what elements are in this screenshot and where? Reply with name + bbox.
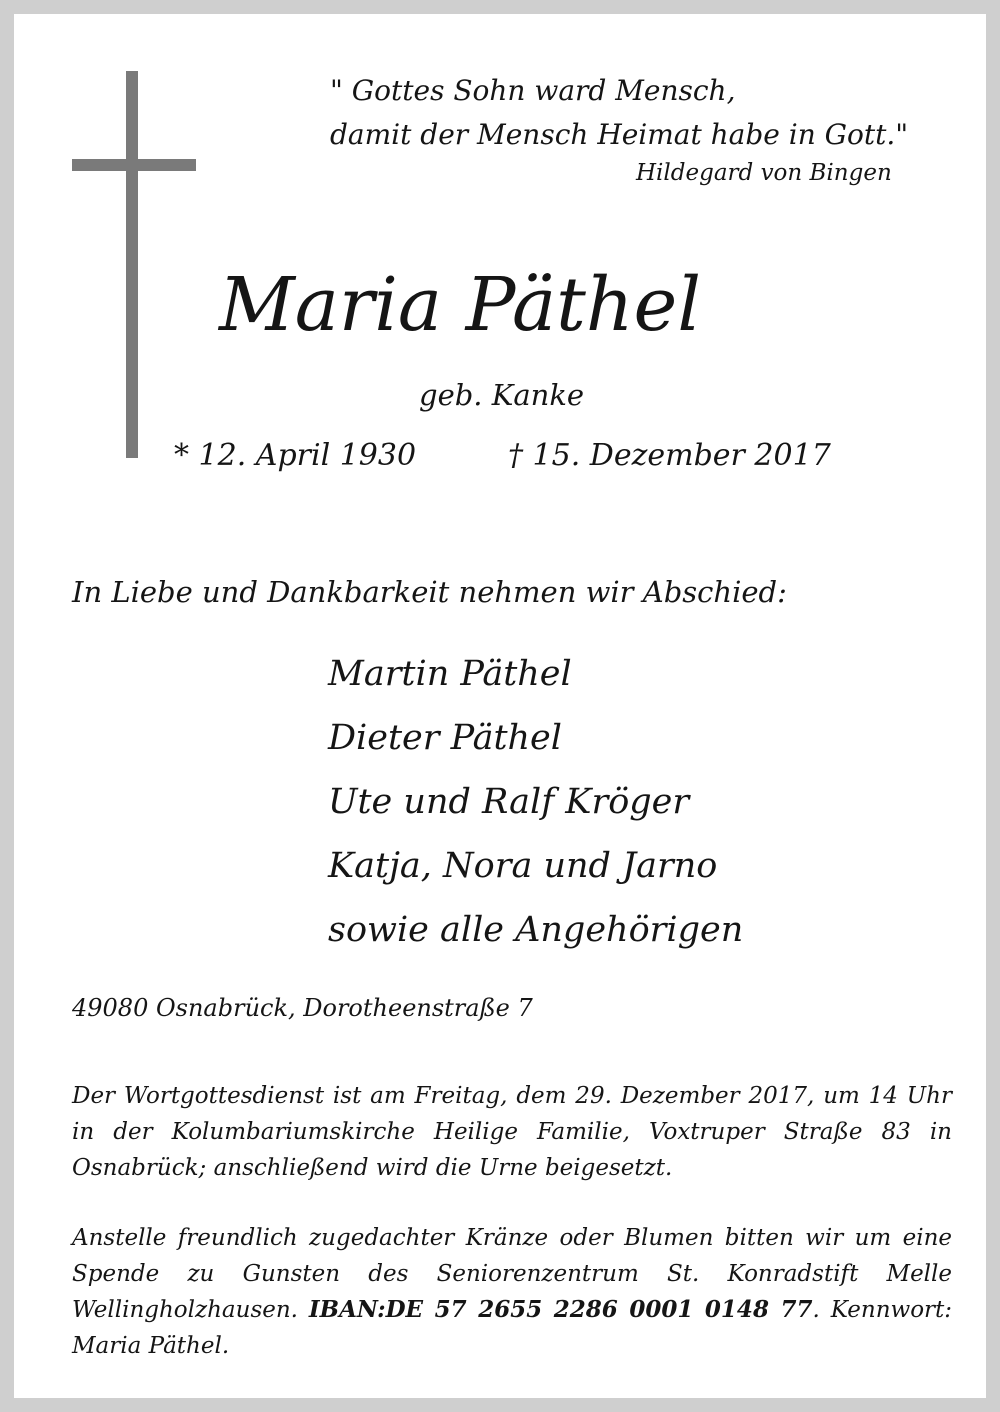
address: 49080 Osnabrück, Dorotheenstraße 7 bbox=[72, 994, 533, 1022]
birth-date: * 12. April 1930 bbox=[174, 438, 417, 473]
quote-line-1: " Gottes Sohn ward Mensch, bbox=[330, 74, 736, 107]
farewell-intro: In Liebe und Dankbarkeit nehmen wir Abschied: bbox=[72, 575, 787, 609]
quote-line-2: damit der Mensch Heimat habe in Gott." bbox=[330, 118, 909, 151]
death-date: † 15. Dezember 2017 bbox=[508, 438, 831, 473]
cross-icon-bar bbox=[72, 159, 196, 171]
donation-iban: IBAN:DE 57 2655 2286 0001 0148 77 bbox=[308, 1296, 813, 1323]
mourner-name: Dieter Päthel bbox=[328, 718, 562, 758]
mourner-name: Martin Päthel bbox=[328, 654, 572, 694]
quote-author: Hildegard von Bingen bbox=[636, 160, 892, 186]
donation-info bbox=[72, 1220, 952, 1364]
deceased-name: Maria Päthel bbox=[219, 262, 702, 348]
donation-text: Anstelle freundlich zugedachter Kränze oder Blumen bitten wir um eine Spende zu Gunsten des Seniorenzentrum St. Konradstift Melle Wellingholzhausen. bbox=[72, 1225, 952, 1323]
mourner-name: sowie alle Angehörigen bbox=[328, 910, 744, 950]
service-info: Der Wortgottesdienst ist am Freitag, dem 29. Dezember 2017, um 14 Uhr in der Kolumbariumskirche Heilige Familie, Voxtruper Straße 83 in Osnabrück; anschließend wird die Urne beigesetzt. bbox=[72, 1083, 952, 1181]
mourner-name: Ute und Ralf Kröger bbox=[328, 782, 690, 822]
cross-icon bbox=[126, 71, 138, 458]
donation-keyword: Kennwort: Maria Päthel. bbox=[72, 1297, 953, 1359]
obituary-card bbox=[14, 14, 986, 1398]
donation-iban-end: . bbox=[812, 1297, 820, 1323]
birth-name: geb. Kanke bbox=[419, 378, 585, 412]
mourner-name: Katja, Nora und Jarno bbox=[328, 846, 718, 886]
